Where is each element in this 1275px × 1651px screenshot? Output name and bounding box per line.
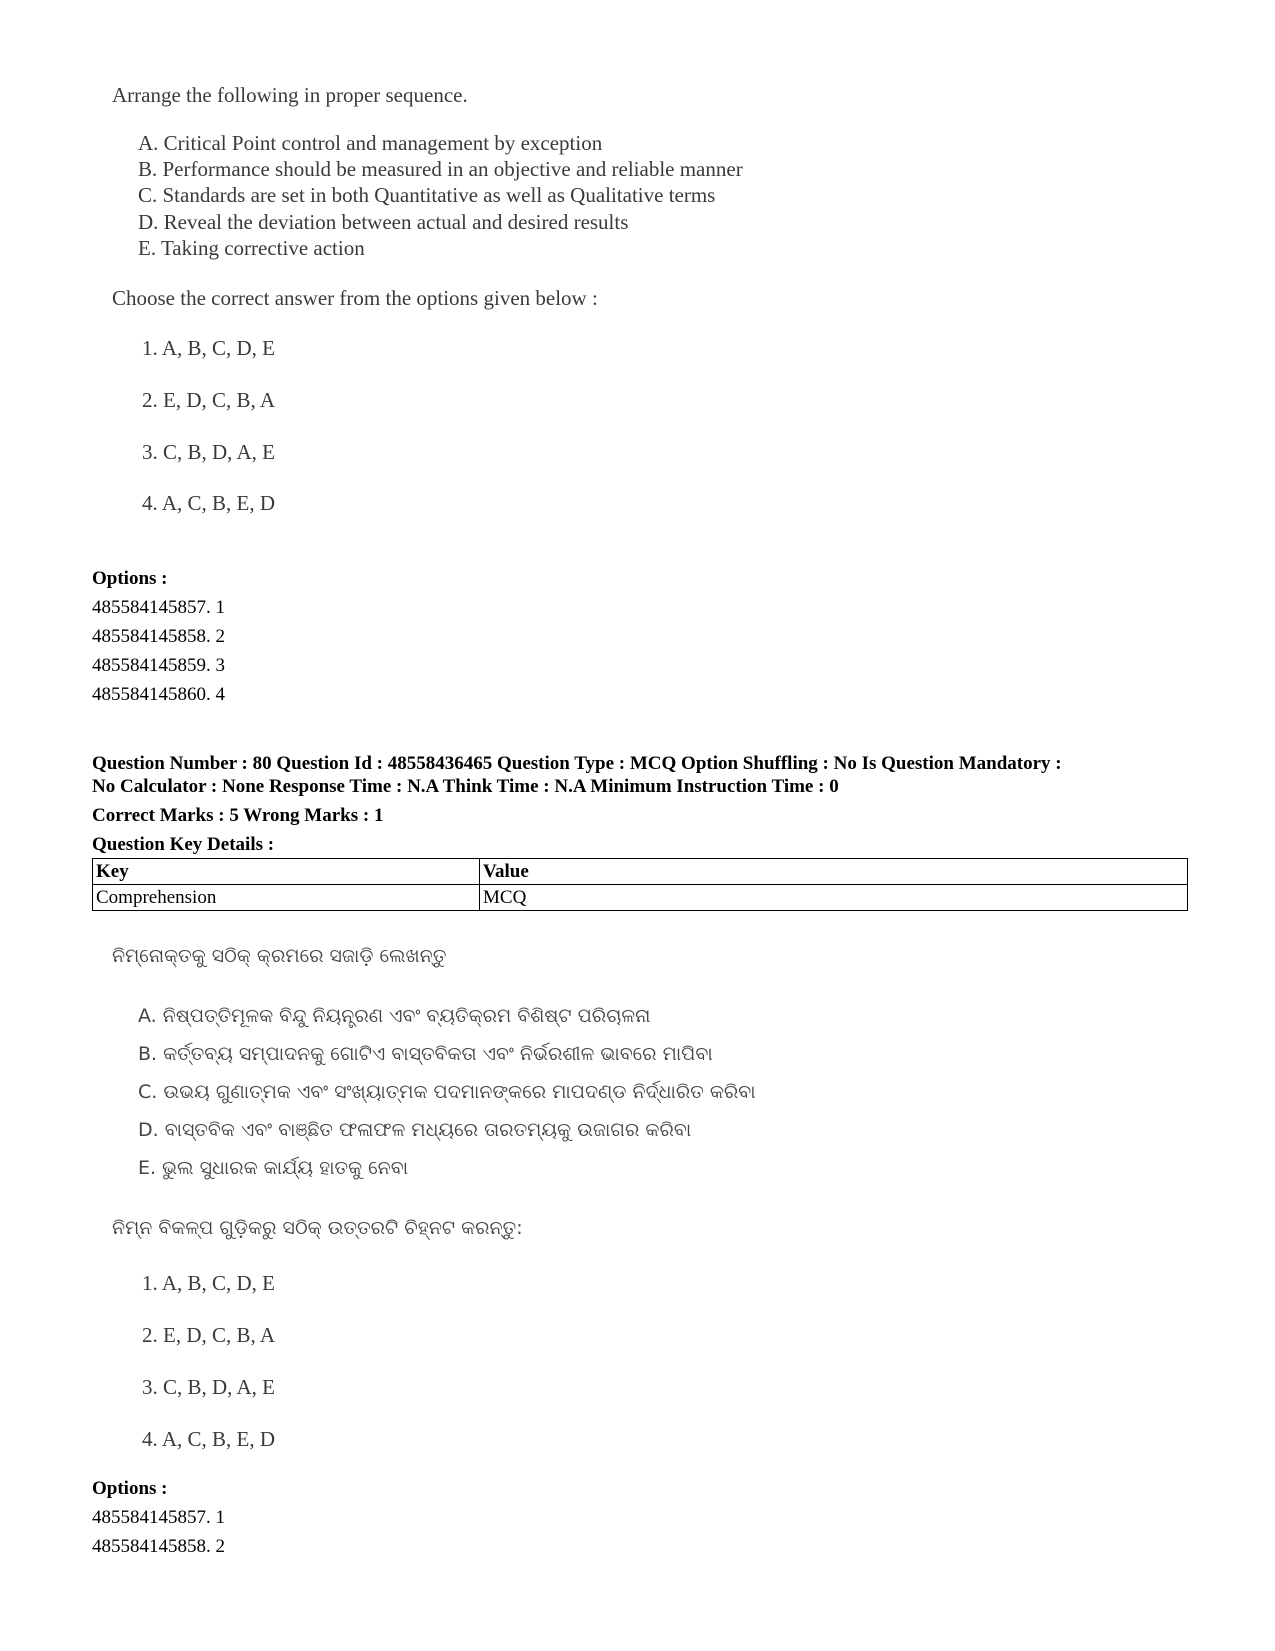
options-heading: Options : [92, 1478, 168, 1499]
question-meta-line2: No Calculator : None Response Time : N.A Think Time : N.A Minimum Instruction Time : 0 [92, 776, 839, 797]
table-cell-value: MCQ [480, 885, 1188, 911]
choice-4: 4. A, C, B, E, D [142, 491, 276, 515]
choice-2: 2. E, D, C, B, A [142, 388, 276, 412]
statement-b: B. Performance should be measured in an objective and reliable manner [138, 157, 743, 181]
statement-d: D. ବାସ୍ତବିକ ଏବଂ ବାଞ୍ଛିତ ଫଳାଫଳ ମଧ୍ୟରେ ତାରତମ୍ୟକୁ ଉଜାଗର କରିବା [138, 1119, 692, 1141]
statement-e: E. ଭୁଲ ସୁଧାରକ କାର୍ଯ୍ୟ ହାତକୁ ନେବା [138, 1157, 409, 1179]
statement-a: A. ନିଷ୍ପତ୍ତିମୂଳକ ବିନ୍ଦୁ ନିୟନ୍ତ୍ରଣ ଏବଂ ବ୍ୟତିକ୍ରମ ବିଶିଷ୍ଟ ପରିଚାଳନା [138, 1005, 651, 1027]
option-item: 485584145857. 1 [92, 597, 225, 618]
option-item: 485584145858. 2 [92, 626, 225, 647]
choice-4: 4. A, C, B, E, D [142, 1427, 276, 1451]
choice-2: 2. E, D, C, B, A [142, 1323, 276, 1347]
question-meta-line1: Question Number : 80 Question Id : 48558436465 Question Type : MCQ Option Shuffling : No Is Question Mandatory : [92, 753, 1062, 774]
statement-e: E. Taking corrective action [138, 236, 365, 260]
marks-line: Correct Marks : 5 Wrong Marks : 1 [92, 805, 384, 826]
table-header-row [93, 859, 1188, 885]
choice-1: 1. A, B, C, D, E [142, 336, 276, 360]
statement-c: C. Standards are set in both Quantitative as well as Qualitative terms [138, 183, 716, 207]
option-item: 485584145857. 1 [92, 1507, 225, 1528]
choose-text: Choose the correct answer from the options given below : [112, 286, 598, 310]
statement-a: A. Critical Point control and management by exception [138, 131, 603, 155]
option-item: 485584145858. 2 [92, 1536, 225, 1557]
choose-text: ନିମ୍ନ ବିକଳ୍ପ ଗୁଡ଼ିକରୁ ସଠିକ୍ ଉତ୍ତରଟି ଚିହ୍ନଟ କରନ୍ତୁ: [112, 1217, 523, 1239]
option-item: 485584145859. 3 [92, 655, 225, 676]
statement-b: B. କର୍ତ୍ତବ୍ୟ ସମ୍ପାଦନକୁ ଗୋଟିଏ ବାସ୍ତବିକତା ଏବଂ ନିର୍ଭରଶୀଳ ଭାବରେ ମାପିବା [138, 1043, 713, 1065]
instruction-text: Arrange the following in proper sequence. [112, 83, 468, 107]
key-details-table [92, 858, 1188, 911]
statement-d: D. Reveal the deviation between actual and desired results [138, 210, 629, 234]
choice-1: 1. A, B, C, D, E [142, 1271, 276, 1295]
key-details-heading: Question Key Details : [92, 834, 275, 855]
statement-c: C. ଉଭୟ ଗୁଣାତ୍ମକ ଏବଂ ସଂଖ୍ୟାତ୍ମକ ପଦମାନଙ୍କରେ ମାପଦଣ୍ଡ ନିର୍ଦ୍ଧାରିତ କରିବା [138, 1081, 756, 1103]
table-header-key: Key [93, 859, 480, 885]
table-cell-key: Comprehension [93, 885, 480, 911]
table-row [93, 885, 1188, 911]
option-item: 485584145860. 4 [92, 684, 225, 705]
options-heading: Options : [92, 568, 168, 589]
choice-3: 3. C, B, D, A, E [142, 440, 276, 464]
choice-3: 3. C, B, D, A, E [142, 1375, 276, 1399]
instruction-text: ନିମ୍ନୋକ୍ତକୁ ସଠିକ୍ କ୍ରମରେ ସଜାଡ଼ି ଲେଖନ୍ତୁ [112, 945, 447, 967]
table-header-value: Value [480, 859, 1188, 885]
